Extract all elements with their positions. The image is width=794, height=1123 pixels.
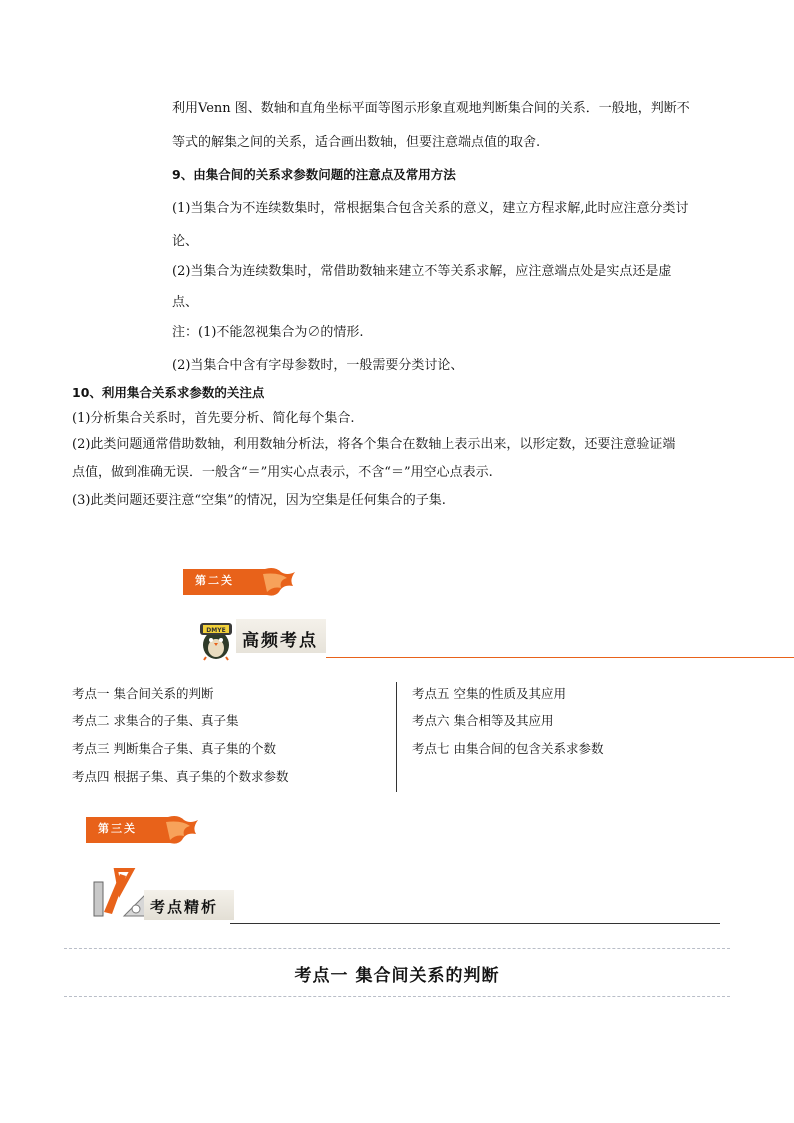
section-10-line: 点值，做到准确无误．一般含“＝”用实心点表示，不含“＝”用空心点表示. [72,465,493,480]
stage-2-banner [183,566,298,598]
kaodian-item: 考点七 由集合间的包含关系求参数 [412,741,604,756]
stage-3-banner [86,814,201,846]
section-9-line: 点、 [172,295,199,310]
section-9-line: 论、 [172,234,199,249]
kaodian-item: 考点四 根据子集、真子集的个数求参数 [72,769,289,784]
section-10-line: (2)此类问题通常借助数轴，利用数轴分析法，将各个集合在数轴上表示出来，以形定数，还要注意验证端 [72,437,676,452]
high-frequency-title: 高频考点 [242,631,318,651]
intro-line: 利用Venn 图、数轴和直角坐标平面等图示形象直观地判断集合间的关系．一般地，判断不 [172,101,690,116]
dashed-rule-bottom [64,996,730,997]
stage-3-label: 第三关 [98,822,137,835]
section-10-line: (1)分析集合关系时，首先要分析、简化每个集合. [72,411,355,426]
section-10-title: 10、利用集合关系求参数的关注点 [72,385,265,400]
kaodian-item: 考点三 判断集合子集、真子集的个数 [72,741,276,756]
section-9-note: 注：(1)不能忽视集合为∅的情形. [172,325,364,340]
ruler-compass-icon [90,862,150,924]
high-frequency-header [196,613,794,661]
kaodian-item: 考点二 求集合的子集、真子集 [72,713,239,728]
mascot-badge-text: DMYE [206,627,226,634]
section-9-line: (2)当集合为连续数集时，常借助数轴来建立不等关系求解，应注意端点处是实点还是虚 [172,264,672,279]
section-10-line: (3)此类问题还要注意“空集”的情况，因为空集是任何集合的子集. [72,493,446,508]
kaodian-item: 考点五 空集的性质及其应用 [412,686,566,701]
section-9-title: 9、由集合间的关系求参数问题的注意点及常用方法 [172,167,456,182]
header-rule [230,923,720,924]
kaodian-item: 考点六 集合相等及其应用 [412,713,554,728]
stage-2-label: 第二关 [195,574,234,587]
dashed-rule-top [64,948,730,949]
kaodian-item: 考点一 集合间关系的判断 [72,686,214,701]
intro-line: 等式的解集之间的关系，适合画出数轴，但要注意端点值的取舍. [172,135,541,150]
header-rule [326,657,794,658]
kaodian-1-heading: 考点一 集合间关系的判断 [294,966,500,986]
section-9-line: (1)当集合为不连续数集时，常根据集合包含关系的意义，建立方程求解,此时应注意分类讨 [172,201,689,216]
analysis-title: 考点精析 [150,898,219,916]
analysis-header [90,862,720,926]
section-9-note: (2)当集合中含有字母参数时，一般需要分类讨论、 [172,358,464,373]
column-divider [396,682,397,792]
